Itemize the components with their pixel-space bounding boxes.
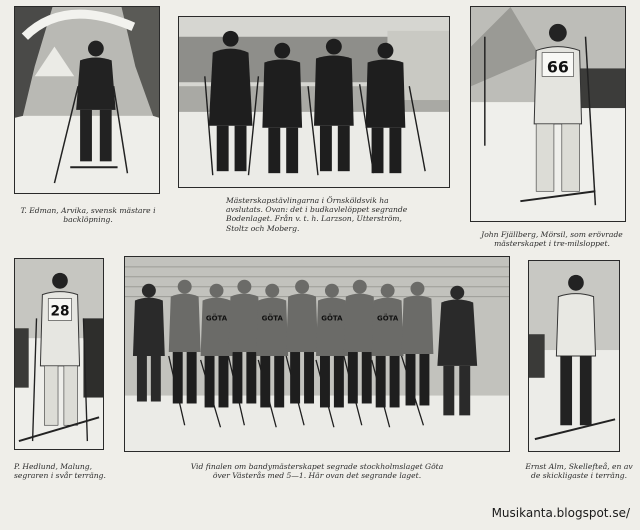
jersey-text: GÖTA bbox=[321, 314, 343, 323]
photo-fjallberg bbox=[470, 6, 626, 222]
jersey-text: GÖTA bbox=[261, 314, 283, 323]
caption-hedlund: P. Hedlund, Malung, segraren i svår terräng. bbox=[14, 462, 106, 481]
caption-gota: Vid finalen om bandymästerskapet segrade stockholmslaget Göta över Västerås med 5—1. Här ovan det segrande laget. bbox=[190, 462, 444, 481]
bib-28: 28 bbox=[50, 303, 70, 320]
caption-ornskoldsvik: Mästerskapstävlingarna i Örnsköldsvik ha avslutats. Ovan: det i budkavlelöppet segrande Bodenlaget. Från v. t. h. Larzson, Utterström, Stoltz och Moberg. bbox=[226, 196, 408, 233]
jersey-text: GÖTA bbox=[205, 314, 228, 323]
jersey-text: GÖTA bbox=[377, 314, 399, 323]
caption-alm: Ernst Alm, Skellefteå, en av de skickligaste i terräng. bbox=[525, 462, 633, 481]
bib-66: 66 bbox=[546, 57, 569, 77]
photo-boden-relay-team bbox=[178, 16, 450, 188]
caption-edman: T. Edman, Arvika, svensk mästare i backlöpning. bbox=[20, 206, 156, 225]
photo-gota-bandy-team bbox=[124, 256, 510, 452]
photo-alm bbox=[528, 260, 620, 452]
caption-fjallberg: John Fjällberg, Mörsil, som erövrade mästerskapet i tre-milsloppet. bbox=[481, 230, 623, 249]
photo-edman bbox=[14, 6, 160, 194]
photo-hedlund bbox=[14, 258, 104, 450]
watermark: Musikanta.blogspot.se/ bbox=[491, 506, 630, 520]
